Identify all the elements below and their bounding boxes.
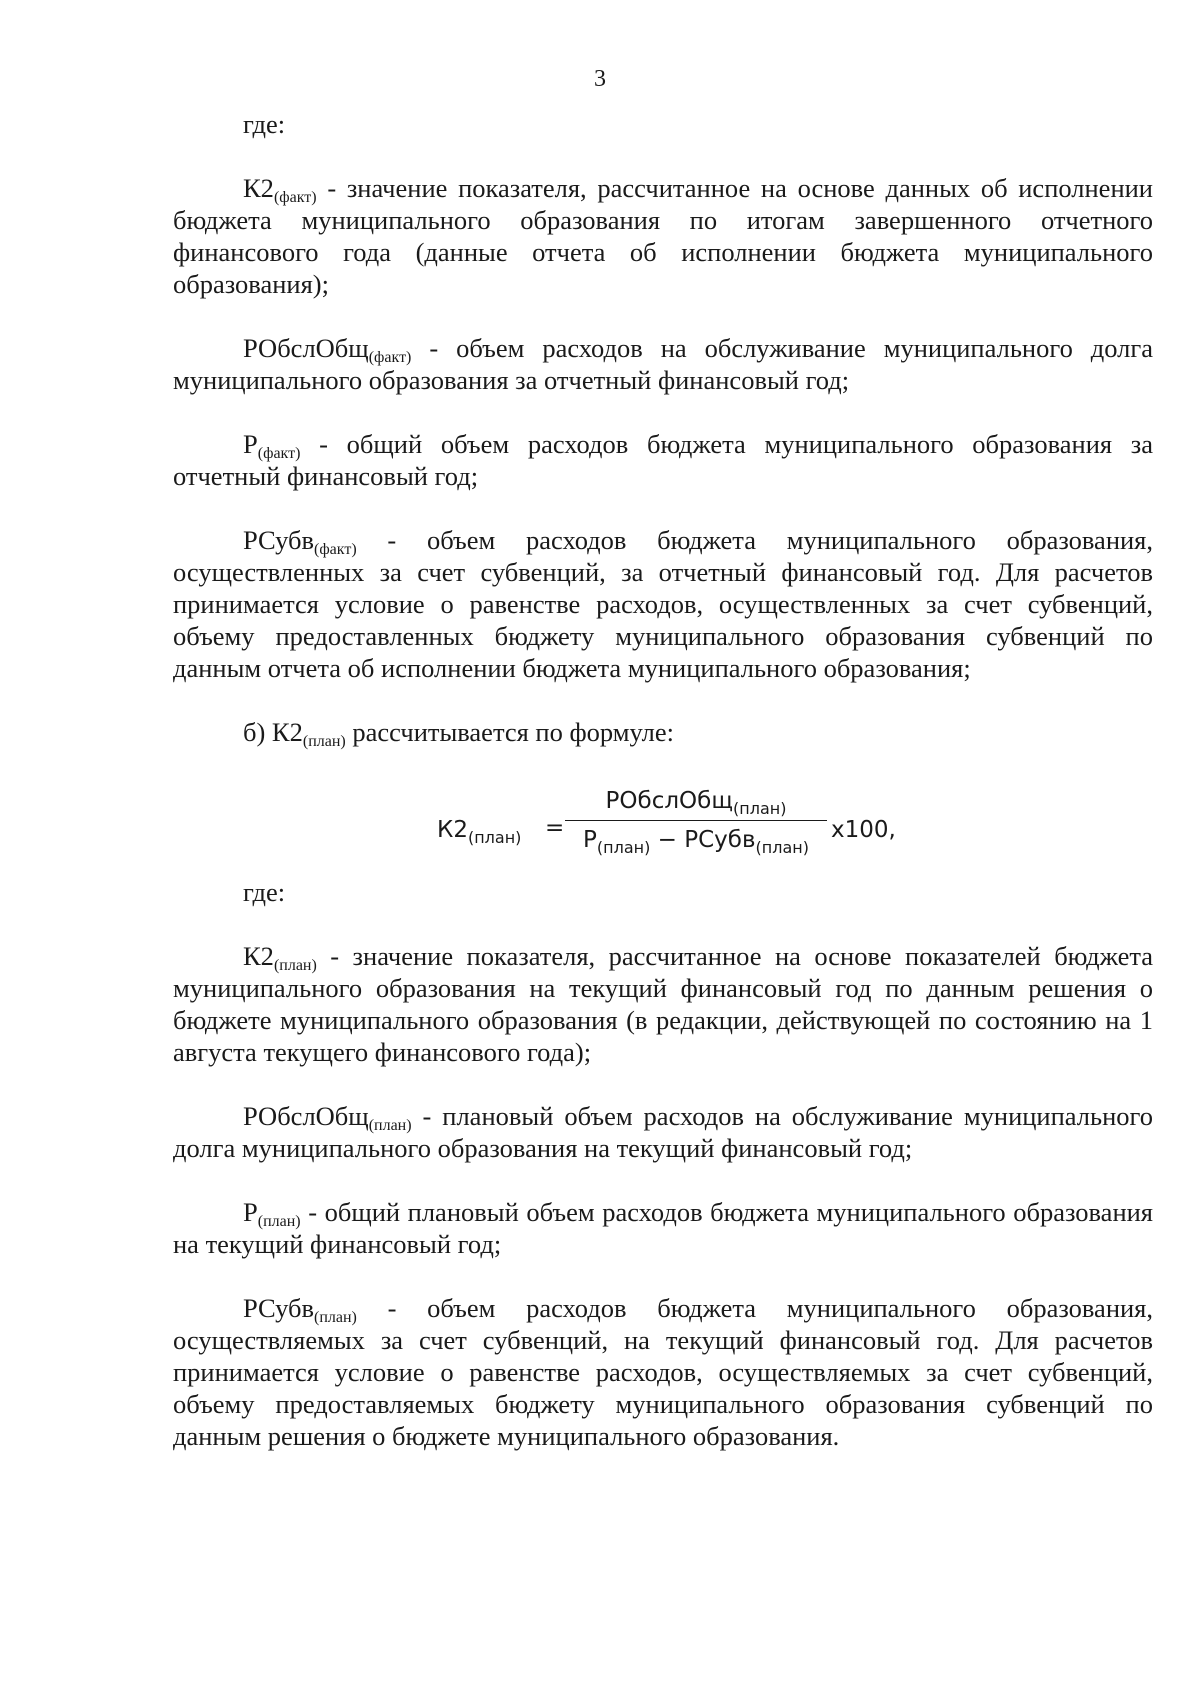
page-number: 3 bbox=[594, 66, 606, 92]
definition-text: - общий объем расходов бюджета муниципального образования за отчетный финансовый год; bbox=[173, 429, 1153, 491]
definition-text: - объем расходов бюджета муниципального образования, осуществляемых за счет субвенций, на текущий финансовый год. Для расчетов принимается условие о равенстве расходов, осуществляемых за счет субвенций, объему предоставляемых бюджету муниципального образования субвенций по данным решения о бюджете муниципального образования. bbox=[173, 1293, 1153, 1451]
definition-text: - плановый объем расходов на обслуживание муниципального долга муниципального образования на текущий финансовый год; bbox=[173, 1101, 1153, 1163]
where-label-1: где: bbox=[243, 109, 286, 139]
denominator-term-a: Р bbox=[583, 827, 597, 853]
term: РСубв bbox=[243, 525, 314, 555]
formula-equals: = bbox=[545, 815, 565, 841]
definition-text: - значение показателя, рассчитанное на основе данных об исполнении бюджета муниципального образования по итогам завершенного отчетного финансового года (данные отчета об исполнении бюджета муниципального образования); bbox=[173, 173, 1153, 299]
term: РОбслОбщ bbox=[243, 333, 369, 363]
definition-text: - объем расходов бюджета муниципального образования, осуществленных за счет субвенций, за отчетный финансовый год. Для расчетов принимается условие о равенстве расходов, осуществленных за счет субвенций, объему предоставленных бюджету муниципального образования субвенций по данным отчета об исполнении бюджета муниципального образования; bbox=[173, 525, 1153, 683]
item-prefix: б) К2 bbox=[243, 717, 303, 747]
term-subscript: (факт) bbox=[257, 445, 301, 462]
definition-text: - общий плановый объем расходов бюджета муниципального образования на текущий финансовый год; bbox=[173, 1197, 1153, 1259]
formula-fraction bbox=[565, 784, 827, 857]
definition-k2-fact bbox=[173, 172, 1153, 300]
where-label-2: где: bbox=[243, 877, 286, 907]
term-subscript: (план) bbox=[273, 957, 317, 974]
definition-text: - значение показателя, рассчитанное на основе показателей бюджета муниципального образования на текущий финансовый год по данным решения о бюджете муниципального образования (в редакции, действующей по состоянию на 1 августа текущего финансового года); bbox=[173, 941, 1153, 1067]
term-subscript: (план) bbox=[313, 1309, 357, 1326]
minus-operator: − bbox=[650, 827, 685, 853]
term: РОбслОбщ bbox=[243, 1101, 369, 1131]
term-subscript: (план) bbox=[302, 733, 346, 750]
definition-p-plan bbox=[173, 1196, 1153, 1260]
term: РСубв bbox=[243, 1293, 314, 1323]
term-subscript: (факт) bbox=[368, 349, 412, 366]
formula-lhs-subscript: (план) bbox=[467, 828, 522, 847]
term: Р bbox=[243, 1197, 258, 1227]
definition-rsubv-fact bbox=[173, 524, 1153, 684]
term-subscript: (факт) bbox=[313, 541, 357, 558]
definition-rsubv-plan bbox=[173, 1292, 1153, 1452]
document-body bbox=[173, 108, 1153, 1452]
numerator-subscript: (план) bbox=[733, 799, 787, 818]
term: К2 bbox=[243, 941, 274, 971]
denominator-term-a-subscript: (план) bbox=[596, 838, 651, 857]
formula-k2-plan bbox=[173, 748, 1153, 876]
definition-robsl-plan bbox=[173, 1100, 1153, 1164]
fraction-bar bbox=[565, 820, 827, 821]
term-subscript: (факт) bbox=[273, 189, 317, 206]
formula-numerator bbox=[565, 784, 827, 818]
term: Р bbox=[243, 429, 258, 459]
formula-multiplier: x100, bbox=[831, 817, 896, 843]
definition-robsl-fact bbox=[173, 332, 1153, 396]
definition-text: - объем расходов на обслуживание муниципального долга муниципального образования за отчетный финансовый год; bbox=[173, 333, 1153, 395]
item-text: рассчитывается по формуле: bbox=[345, 717, 674, 747]
numerator-symbol: РОбслОбщ bbox=[605, 788, 734, 814]
definition-k2-plan bbox=[173, 940, 1153, 1068]
term-subscript: (план) bbox=[257, 1213, 301, 1230]
formula-lhs-symbol: К2 bbox=[437, 817, 468, 843]
denominator-term-b: РСубв bbox=[684, 827, 756, 853]
term-subscript: (план) bbox=[368, 1117, 412, 1134]
denominator-term-b-subscript: (план) bbox=[755, 838, 809, 857]
definition-p-fact bbox=[173, 428, 1153, 492]
term: К2 bbox=[243, 173, 274, 203]
item-b-intro bbox=[173, 716, 1153, 748]
formula-lhs bbox=[437, 814, 521, 846]
formula-denominator bbox=[565, 823, 827, 857]
